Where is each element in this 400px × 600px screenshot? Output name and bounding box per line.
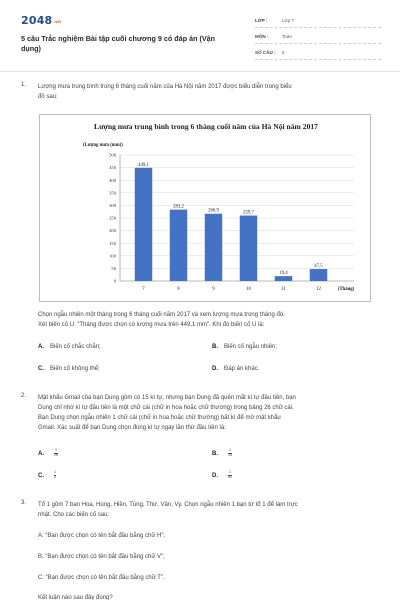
y-tick-label: 450 <box>109 165 116 171</box>
bar-value-label: 259,7 <box>243 210 254 216</box>
fraction <box>228 449 232 457</box>
meta-row-grade <box>255 14 381 28</box>
bar-month-12 <box>310 269 328 281</box>
option-a[interactable] <box>38 449 58 457</box>
meta-key: MÔN : <box>255 34 269 39</box>
option-letter: D. <box>212 472 218 479</box>
option-d[interactable] <box>212 471 232 479</box>
question-text: nhật. Cho các biến cố sau: <box>38 512 110 518</box>
option-letter: A. <box>38 344 44 350</box>
meta-value: Toán <box>282 34 292 39</box>
question-text: Bạn Dung chọn ngẫu nhiên 1 chữ cái (chữ in hoa hoặc chữ thường) bất kì để mở mật khẩu <box>38 415 281 421</box>
bar-value-label: 266,9 <box>208 208 219 214</box>
question-1-body <box>21 310 381 380</box>
question-text: Dung chỉ nhớ kí tự đầu tiên là một chữ cái (chữ in hoa hoặc chữ thường) trong bảng 26 chữ cái. <box>38 405 294 411</box>
question-text: Mật khẩu Gmail của bạn Dung gồm có 15 kí tự, nhưng bạn Dung đã quên mất kí tự đầu tiên, bạn <box>38 395 296 401</box>
y-axis-label: (Lượng mưa (mm)) <box>83 143 123 148</box>
bar-value-label: 449,1 <box>138 162 149 168</box>
option-text: Đáp án khác. <box>224 366 260 372</box>
y-tick-label: 350 <box>109 190 116 196</box>
option-text: Biến cố ngẫu nhiên; <box>224 344 278 350</box>
bar-value-label: 47,5 <box>314 264 323 270</box>
question-number: 1. <box>21 82 27 88</box>
x-axis-label: (Tháng) <box>337 287 355 292</box>
option-letter: A. <box>38 450 44 457</box>
denominator: 15 <box>228 452 232 457</box>
numerator: 1 <box>55 448 57 452</box>
y-tick-label: 300 <box>109 203 116 208</box>
option-c[interactable] <box>38 366 100 372</box>
x-tick-label: 12 <box>316 287 321 292</box>
question-3 <box>21 500 381 598</box>
y-tick-label: 200 <box>109 228 116 234</box>
y-tick-label: 150 <box>109 240 116 246</box>
question-text: Chọn ngẫu nhiên một tháng trong 6 tháng cuối năm 2017 và xem lượng mưa trong tháng đó. <box>38 312 285 318</box>
y-tick-label: 500 <box>109 152 116 158</box>
question-text: Lượng mưa trung bình trong 6 tháng cuối năm của Hà Nội năm 2017 được biểu diễn trong biểu <box>38 84 292 90</box>
x-tick-label: 10 <box>246 287 251 292</box>
chart-title: Lượng mưa trung bình trong 6 tháng cuối năm của Hà Nội năm 2017 <box>94 122 318 131</box>
option-b[interactable] <box>212 449 232 457</box>
event-a: A: “Bạn được chọn có tên bắt đầu bằng chữ H”; <box>38 533 166 539</box>
event-b: B: “Bạn được chọn có tên bắt đầu bằng chữ V”; <box>38 554 165 560</box>
question-text: Xét biến cố U: “Tháng được chọn có lượng mưa trên 449,1 mm”. Khi đó biến cố U là: <box>38 322 265 328</box>
fraction <box>54 449 58 457</box>
option-b[interactable] <box>212 344 277 350</box>
option-d[interactable] <box>212 366 259 372</box>
bar-value-label: 19,4 <box>279 271 288 277</box>
bar-month-9 <box>205 214 223 281</box>
question-2 <box>21 393 381 479</box>
option-text: Biến cố chắc chắn; <box>50 344 101 350</box>
bar-month-7 <box>135 168 153 281</box>
option-letter: B. <box>212 344 218 350</box>
meta-key: SỐ CÂU : <box>255 50 276 55</box>
option-letter: C. <box>38 366 44 372</box>
numerator: 1 <box>229 448 231 452</box>
denominator: 2 <box>54 474 56 479</box>
question-number: 3. <box>21 500 27 506</box>
x-tick-label: 8 <box>177 287 180 292</box>
page-title: 5 câu Trắc nghiệm Bài tập cuối chương 9 có đáp án (Vận dụng) <box>21 34 216 53</box>
meta-value: 5 <box>282 50 285 55</box>
denominator: 26 <box>54 452 58 457</box>
option-letter: C. <box>38 472 44 479</box>
x-tick-label: 7 <box>142 287 145 292</box>
option-c[interactable] <box>38 471 56 479</box>
meta-value: Lớp 7 <box>282 18 294 23</box>
meta-table <box>255 14 381 62</box>
question-text: Gmail. Xác suất để bạn Dung chọn đúng kí tự ngay lần thứ đầu tiên là: <box>38 425 226 431</box>
y-tick-label: 100 <box>109 253 116 259</box>
y-tick-label: 0 <box>113 278 116 284</box>
question-prompt: Kết luận nào sau đây đúng? <box>38 595 113 600</box>
bar-month-10 <box>240 216 258 281</box>
option-text: Biến cố không thể; <box>50 366 100 372</box>
logo-sub-text: .vn <box>53 18 61 24</box>
site-logo[interactable] <box>21 14 61 27</box>
numerator: 1 <box>54 470 56 474</box>
fraction <box>228 471 232 479</box>
event-c: C: “Bạn được chọn có tên bắt đầu bằng chữ T”. <box>38 575 165 581</box>
question-text: đồ sau: <box>38 94 58 100</box>
y-tick-label: 400 <box>109 177 116 183</box>
logo-main-text: 2048 <box>21 14 53 27</box>
rainfall-chart <box>39 114 371 302</box>
numerator: 1 <box>229 470 231 474</box>
meta-row-subject <box>255 30 381 44</box>
x-tick-label: 9 <box>212 287 215 292</box>
meta-row-count <box>255 46 381 60</box>
y-tick-label: 250 <box>109 215 116 221</box>
question-number: 2. <box>21 393 27 399</box>
bar-month-8 <box>170 210 188 281</box>
x-tick-label: 11 <box>281 287 286 292</box>
y-tick-label: 50 <box>111 266 116 271</box>
question-text: Tổ 1 gồm 7 bạn Hoa, Hùng, Hiền, Tùng, Thư, Vân, Vy. Chọn ngẫu nhiên 1 bạn từ tổ 1 để làm trực <box>38 502 298 508</box>
option-letter: D. <box>212 366 218 372</box>
bar-month-11 <box>275 276 293 281</box>
option-letter: B. <box>212 450 218 457</box>
header <box>0 0 400 72</box>
option-a[interactable] <box>38 344 101 350</box>
chart-svg <box>40 115 372 303</box>
bar-value-label: 283,2 <box>173 204 184 210</box>
meta-key: LỚP : <box>255 18 268 23</box>
denominator: 52 <box>228 474 232 479</box>
fraction <box>54 471 56 479</box>
